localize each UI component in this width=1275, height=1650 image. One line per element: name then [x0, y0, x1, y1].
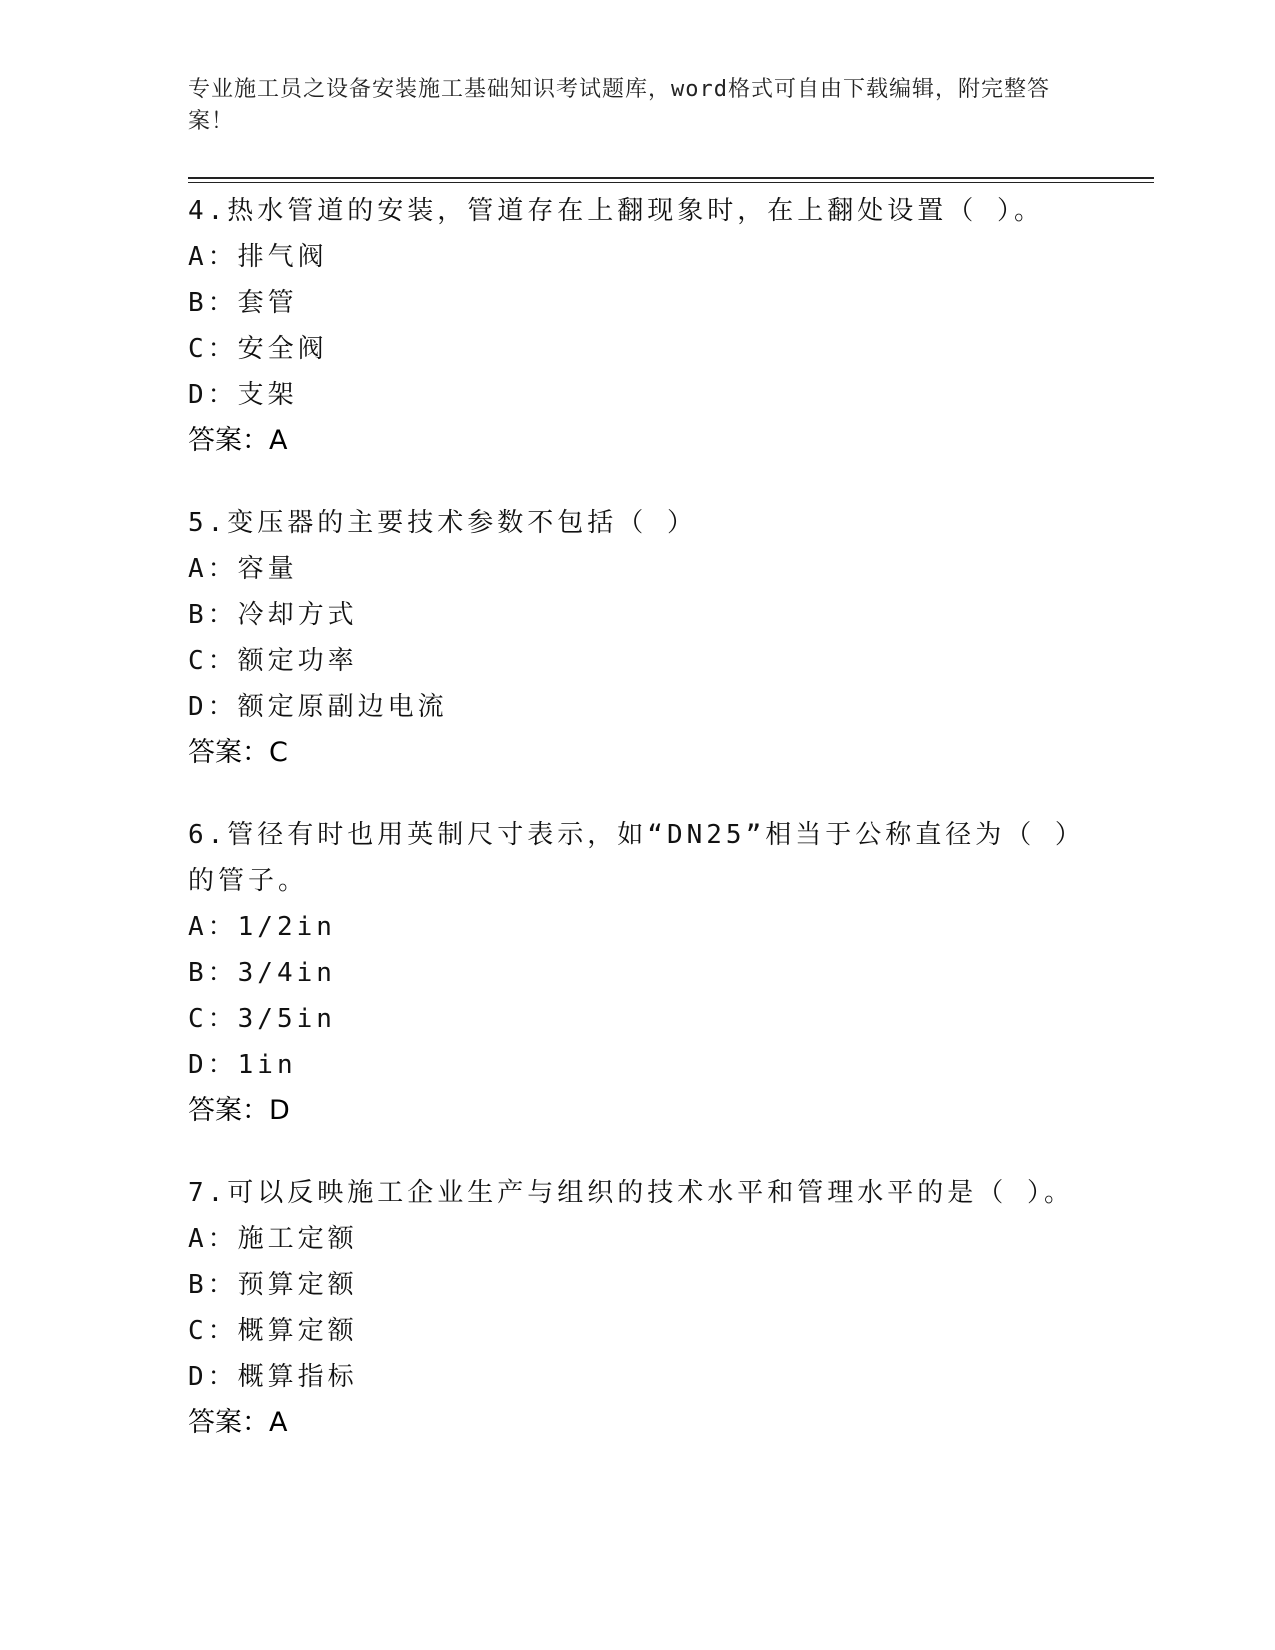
- question-text: 4.热水管道的安装，管道存在上翻现象时，在上翻处设置（ ）。: [188, 196, 1044, 226]
- question-6: [188, 812, 1088, 1134]
- question-4: [188, 188, 1088, 464]
- option-c: C：概算定额: [188, 1316, 358, 1346]
- question-list: [188, 188, 1088, 1482]
- option-a: A：施工定额: [188, 1224, 358, 1254]
- header-divider-thick: [188, 177, 1154, 179]
- option-c: C：3/5in: [188, 1004, 336, 1034]
- option-b: B：套管: [188, 288, 298, 318]
- option-a: A：排气阀: [188, 242, 328, 272]
- option-d: D：1in: [188, 1050, 297, 1080]
- option-d: D：支架: [188, 380, 298, 410]
- question-text: 6.管径有时也用英制尺寸表示，如“DN25”相当于公称直径为（ ）的管子。: [188, 820, 1085, 896]
- question-text: 7.可以反映施工企业生产与组织的技术水平和管理水平的是（ ）。: [188, 1178, 1074, 1208]
- option-b: B：预算定额: [188, 1270, 358, 1300]
- question-text: 5.变压器的主要技术参数不包括（ ）: [188, 508, 697, 538]
- option-b: B：3/4in: [188, 958, 336, 988]
- option-c: C：安全阀: [188, 334, 328, 364]
- option-b: B：冷却方式: [188, 600, 358, 630]
- answer-line: 答案：D: [188, 1095, 290, 1126]
- answer-line: 答案：C: [188, 737, 288, 768]
- option-a: A：容量: [188, 554, 298, 584]
- answer-line: 答案：A: [188, 425, 288, 456]
- option-c: C：额定功率: [188, 646, 358, 676]
- option-d: D：概算指标: [188, 1362, 358, 1392]
- option-a: A：1/2in: [188, 912, 336, 942]
- header-divider-thin: [188, 182, 1154, 183]
- question-5: [188, 500, 1088, 776]
- option-d: D：额定原副边电流: [188, 692, 448, 722]
- question-7: [188, 1170, 1088, 1446]
- answer-line: 答案：A: [188, 1407, 288, 1438]
- document-header: 专业施工员之设备安装施工基础知识考试题库，word格式可自由下载编辑，附完整答案！: [188, 77, 1050, 134]
